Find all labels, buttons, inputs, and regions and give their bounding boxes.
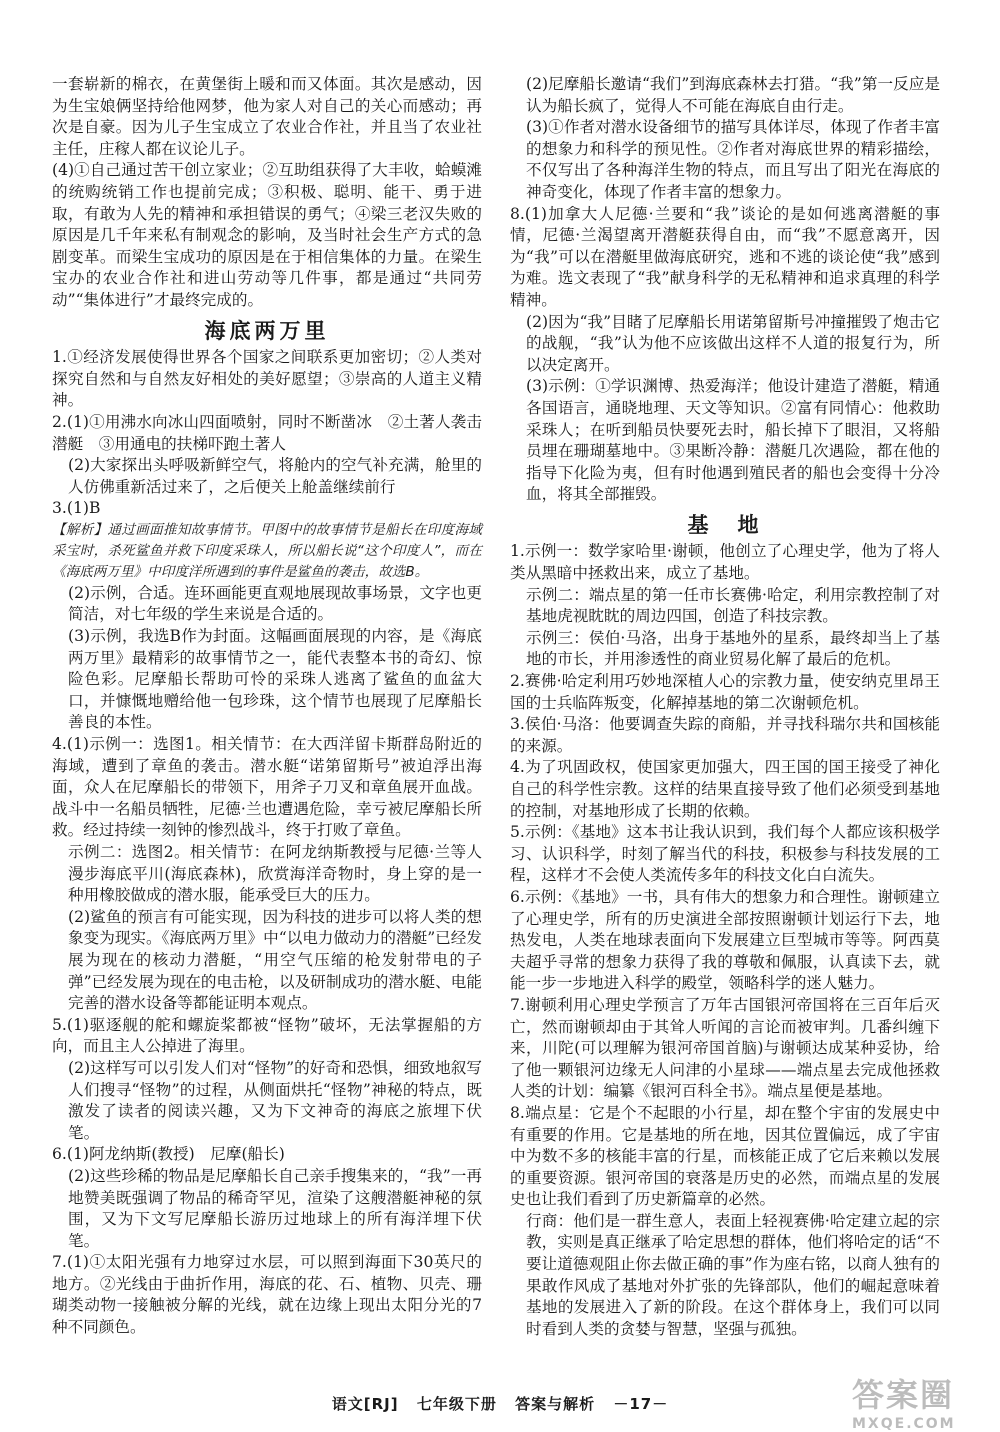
watermark-logo (852, 1370, 992, 1432)
footer-section: 答案与解析 (515, 1395, 596, 1413)
answer-paragraph: (2)大家探出头呼吸新鲜空气，将舱内的空气补充满，舱里的人仿佛重新活过来了，之后便关上舱盖继续前行 (68, 456, 482, 496)
answer-paragraph: (2)尼摩船长邀请“我们”到海底森林去打猎。“我”第一反应是认为船长疯了，觉得人不可能在海底自由行走。 (526, 75, 940, 115)
answer-paragraph: 1.①经济发展使得世界各个国家之间联系更加密切；②人类对探究自然和与自然友好相处的美好愿望；③崇高的人道主义精神。 (52, 348, 482, 410)
answer-paragraph: (2)因为“我”目睹了尼摩船长用诺第留斯号冲撞摧毁了炮击它的战舰，“我”认为他不应该做出这样不人道的报复行为，所以决定离开。 (526, 312, 940, 374)
answer-paragraph: 7.谢顿利用心理史学预言了万年古国银河帝国将在三百年后灭亡，然而谢顿却由于其耸人听闻的言论而被审判。几番纠缠下来，川陀(可以理解为银河帝国首脑)与谢顿达成某种妥协，给了他一颗银河边缘无人问津的小星球——端点星去完成他拯救人类的计划：编纂《银河百科全书》。端点星便是基地。 (510, 995, 940, 1101)
answer-paragraph: (3)示例：①学识渊博、热爱海洋；他设计建造了潜艇，精通各国语言，通晓地理、天文等知识。②富有同情心：他救助采珠人；在听到船员快要死去时，船长掉下了眼泪，又将船员埋在珊瑚墓地中。③果断冷静：潜艇几次遇险，都在他的指导下化险为夷，但有时他遇到殖民者的船也会变得十分冷血，将其全部摧毁。 (526, 377, 940, 504)
answer-paragraph: 3.(1)B (52, 499, 101, 518)
analysis-note: 【解析】通过画面推知故事情节。甲图中的故事情节是船长在印度海域采宝时，杀死鲨鱼并救下印度采珠人，所以船长说“这个印度人”，而在《海底两万里》中印度洋所遇到的事件是鲨鱼的袭击，故选B。 (52, 521, 482, 580)
answer-paragraph: 4.(1)示例一：选图1。相关情节：在大西洋留卡斯群岛附近的海域，遭到了章鱼的袭击。潜水艇“诺第留斯号”被迫浮出海面，众人在尼摩船长的带领下，用斧子刀叉和章鱼展开血战。战斗中一名船员牺牲，尼德·兰也遭遇危险，幸亏被尼摩船长所救。经过持续一刻钟的惨烈战斗，终于打败了章鱼。 (52, 735, 482, 840)
answer-paragraph: 5.(1)驱逐舰的舵和螺旋桨都被“怪物”破坏，无法掌握船的方向，而且主人公掉进了海里。 (52, 1015, 482, 1056)
right-column (510, 74, 940, 1340)
answer-paragraph: 示例三：侯伯·马洛，出身于基地外的星系，最终却当上了基地的市长，并用渗透性的商业贸易化解了最后的危机。 (526, 628, 940, 669)
answer-paragraph: (2)这样写可以引发人们对“怪物”的好奇和恐惧，细致地叙写人们搜寻“怪物”的过程，从侧面烘托“怪物”神秘的特点，既激发了读者的阅读兴趣，又为下文神奇的海底之旅埋下伏笔。 (68, 1058, 482, 1142)
answer-paragraph: 2.(1)①用沸水向冰山四面喷射，同时不断凿冰 ②土著人袭击潜艇 ③用通电的扶梯吓跑土著人 (52, 412, 482, 453)
footer-grade: 七年级下册 (416, 1395, 497, 1413)
watermark-logo-top: 答案圈 (852, 1376, 955, 1414)
left-column (52, 74, 482, 1339)
answer-paragraph: 4.为了巩固政权，使国家更加强大，四王国的国王接受了神化自己的科学性宗教。这样的结果直接导致了他们必须受到基地的控制，对基地形成了长期的依赖。 (510, 758, 940, 820)
answer-paragraph: 一套崭新的棉衣，在黄堡街上暖和而又体面。其次是感动，因为生宝娘俩坚持给他网梦，他为家人对自己的关心而感动；再次是自豪。因为儿子生宝成立了农业合作社，并且当了农业社主任，庄稼人都在议论儿子。 (52, 75, 482, 158)
footer-page-number: －17－ (613, 1395, 669, 1413)
answer-paragraph: 8.(1)加拿大人尼德·兰要和“我”谈论的是如何逃离潜艇的事情，尼德·兰渴望离开潜艇获得自由，而“我”不愿意离开，因为“我”可以在潜艇里做海底研究，逃和不逃的谈论使“我”感到为难。选文表现了“我”献身科学的无私精神和追求真理的科学精神。 (510, 204, 940, 309)
section-title: 海底两万里 (204, 317, 330, 343)
answer-paragraph: (3)示例，我选B作为封面。这幅画面展现的内容，是《海底两万里》最精彩的故事情节之一，能代表整本书的奇幻、惊险色彩。尼摩船长帮助可怜的采珠人逃离了鲨鱼的血盆大口，并慷慨地赠给他一包珍珠，这个情节也展现了尼摩船长善良的本性。 (68, 627, 482, 732)
answer-paragraph: 6.示例：《基地》一书，具有伟大的想象力和合理性。谢顿建立了心理史学，所有的历史演进全部按照谢顿计划运行下去，地热发电，人类在地球表面向下发展建立巨型城市等等。阿西莫夫超乎寻常的想象力获得了我的尊敬和佩服，认真读下去，就能一步一步地进入科学的殿堂，领略科学的迷人魅力。 (510, 887, 940, 993)
answer-paragraph: 7.(1)①太阳光强有力地穿过水层，可以照到海面下30英尺的地方。②光线由于曲折作用，海底的花、石、植物、贝壳、珊瑚类动物一接触被分解的光线，就在边缘上现出太阳分光的7种不同颜色。 (52, 1253, 482, 1337)
answer-paragraph: (2)示例，合适。连环画能更直观地展现故事场景，文字也更简洁，对七年级的学生来说是合适的。 (68, 583, 482, 624)
answer-paragraph: 5.示例：《基地》这本书让我认识到，我们每个人都应该积极学习、认识科学，时刻了解当代的科技，积极参与科技发展的工程，这样才不会使人类流传多年的科技文化白白流失。 (510, 823, 940, 885)
answer-paragraph: 行商：他们是一群生意人，表面上轻视赛佛·哈定建立起的宗教，实则是真正继承了哈定思想的群体，他们将哈定的话“不要让道德观阻止你去做正确的事”作为座右铭，以商人独有的果敢作风成了基地对外扩张的先锋部队，他们的崛起意味着基地的发展进入了新的阶段。在这个群体身上，我们可以同时看到人类的贪婪与智慧，坚强与孤独。 (526, 1211, 940, 1338)
answer-paragraph: 3.侯伯·马洛：他要调查失踪的商船，并寻找科瑞尔共和国核能的来源。 (510, 715, 940, 755)
answer-paragraph: (4)①自己通过苦干创立家业；②互助组获得了大丰收，蛤蟆滩的统购统销工作也提前完成；③积极、聪明、能干、勇于进取，有敢为人先的精神和承担错误的勇气；④梁三老汉失败的原因是几千年来私有制观念的影响，及当时社会生产方式的急剧变革。而梁生宝成功的原因是在于相信集体的力量。在梁生宝办的农业合作社和进山劳动等几件事，都是通过“共同劳动”“集体进行”才最终完成的。 (52, 161, 482, 309)
answer-paragraph: 6.(1)阿龙纳斯(教授) 尼摩(船长) (52, 1145, 285, 1164)
section-title: 基 地 (687, 511, 763, 537)
footer-subject: 语文[RJ] (331, 1395, 399, 1413)
answer-paragraph: 1.示例一：数学家哈里·谢顿，他创立了心理史学，他为了将人类从黑暗中拯救出来，成立了基地。 (510, 542, 940, 583)
answer-paragraph: (2)这些珍稀的物品是尼摩船长自己亲手搜集来的，“我”一再地赞美既强调了物品的稀奇罕见，渲染了这艘潜艇神秘的氛围，又为下文写尼摩船长游历过地球上的所有海洋埋下伏笔。 (68, 1166, 482, 1250)
answer-paragraph: 示例二：端点星的第一任市长赛佛·哈定，利用宗教控制了对基地虎视眈眈的周边四国，创造了科技宗教。 (526, 585, 940, 626)
answer-paragraph: 8.端点星：它是个不起眼的小行星，却在整个宇宙的发展史中有重要的作用。它是基地的所在地，因其位置偏远，成了宇宙中为数不多的核能丰富的行星，而核能正成了它后来赖以发展的重要资源。银河帝国的衰落是历史的必然，而端点星的发展史也让我们看到了历史新篇章的必然。 (510, 1103, 940, 1209)
answer-paragraph: (3)①作者对潜水设备细节的描写具体详尽，体现了作者丰富的想象力和科学的预见性。②作者对海底世界的精彩描绘，不仅写出了各种海洋生物的特点，而且写出了阳光在海底的神奇变化，体现了作者丰富的想象力。 (526, 118, 940, 201)
answer-paragraph: 示例二：选图2。相关情节：在阿龙纳斯教授与尼德·兰等人漫步海底平川(海底森林)，欣赏海洋奇物时，身上穿的是一种用橡胶做成的潜水服，能承受巨大的压力。 (68, 843, 482, 905)
watermark-logo-bottom: MXQE.COM (852, 1416, 956, 1432)
answer-paragraph: 2.赛佛·哈定利用巧妙地深植人心的宗教力量，使安纳克里昂王国的士兵临阵叛变，化解掉基地的第二次谢顿危机。 (510, 672, 940, 712)
answer-paragraph: (2)鲨鱼的预言有可能实现，因为科技的进步可以将人类的想象变为现实。《海底两万里》中“以电力做动力的潜艇”已经发展为现在的核动力潜艇，“用空气压缩的枪发射带电的子弹”已经发展为现在的电击枪，以及研制成功的潜水艇、电能完善的潜水设备等都能证明本观点。 (68, 907, 482, 1013)
page-footer (0, 1393, 1000, 1414)
